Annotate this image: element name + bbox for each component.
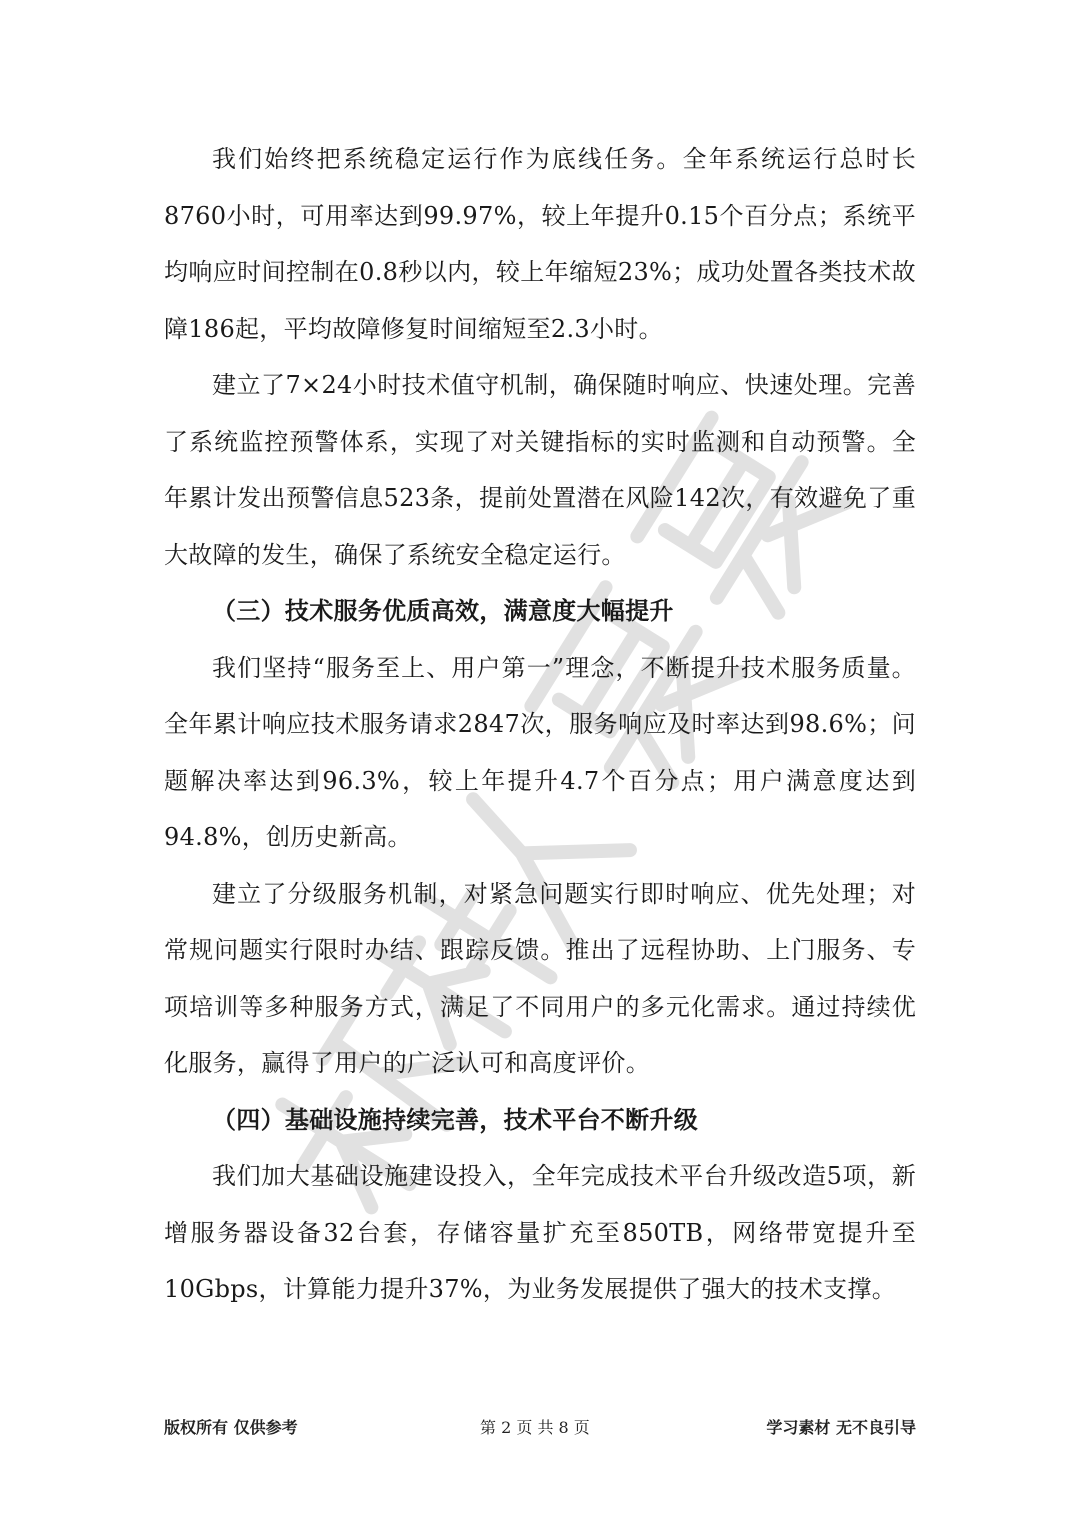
section-heading-3: （三）技术服务优质高效，满意度大幅提升	[212, 596, 674, 625]
paragraph-4: 建立了分级服务机制，对紧急问题实行即时响应、优先处理；对常规问题实行限时办结、跟踪反馈。推出了远程协助、上门服务、专项培训等多种服务方式，满足了不同用户的多元化需求。通过持续优化服务，赢得了用户的广泛认可和高度评价。	[164, 879, 916, 1077]
paragraph-1: 我们始终把系统稳定运行作为底线任务。全年系统运行总时长8760小时，可用率达到99.97%，较上年提升0.15个百分点；系统平均响应时间控制在0.8秒以内，较上年缩短23%；成功处置各类技术故障186起，平均故障修复时间缩短至2.3小时。	[164, 145, 916, 343]
section-heading-4: （四）基础设施持续完善，技术平台不断升级	[212, 1104, 698, 1134]
paragraph-5: 我们加大基础设施建设投入，全年完成技术平台升级改造5项，新增服务器设备32台套，存储容量扩充至850TB，网络带宽提升至10Gbps，计算能力提升37%，为业务发展提供了强大的技术支撑。	[164, 1162, 916, 1303]
document-body	[164, 131, 916, 1318]
paragraph-3: 我们坚持“服务至上、用户第一”理念，不断提升技术服务质量。全年累计响应技术服务请求2847次，服务响应及时率达到98.6%；问题解决率达到96.3%，较上年提升4.7个百分点；用户满意度达到94.8%，创历史新高。	[164, 653, 916, 851]
page-number: 第 2 页 共 8 页	[480, 1418, 590, 1437]
footer-right: 学习素材 无不良引导	[766, 1418, 916, 1437]
paragraph-2: 建立了7×24小时技术值守机制，确保随时响应、快速处理。完善了系统监控预警体系，实现了对关键指标的实时监测和自动预警。全年累计发出预警信息523条，提前处置潜在风险142次，有效避免了重大故障的发生，确保了系统安全稳定运行。	[164, 371, 916, 569]
footer-left: 版权所有 仅供参考	[164, 1418, 298, 1437]
